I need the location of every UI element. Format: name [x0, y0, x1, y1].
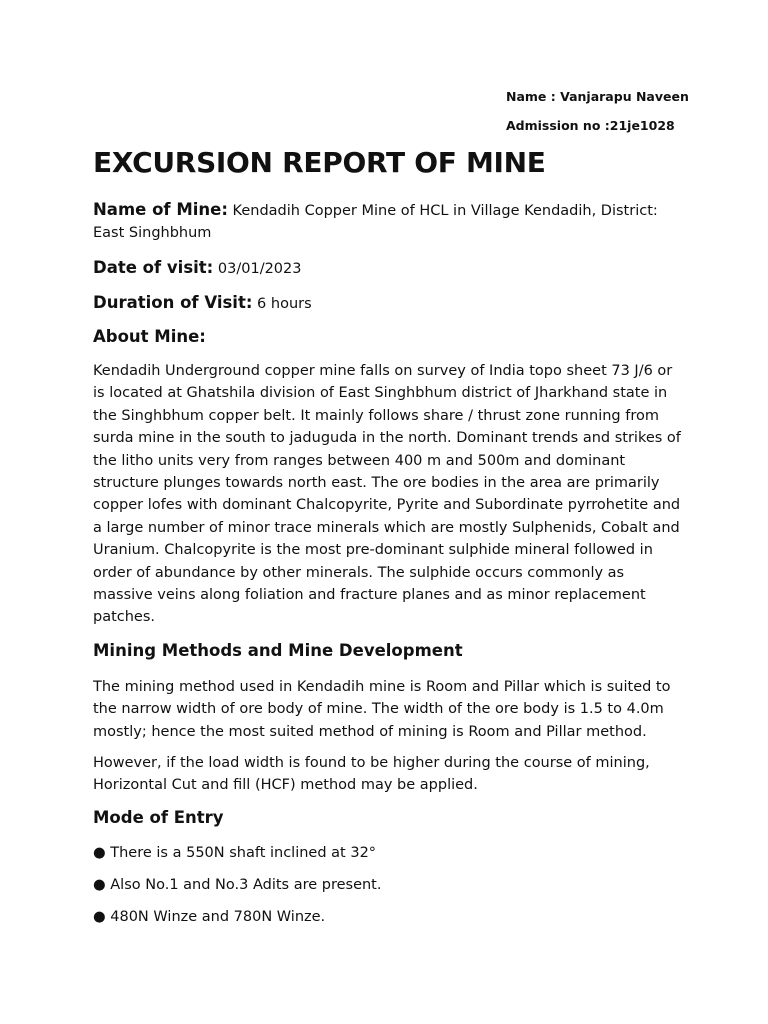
- field-value: 03/01/2023: [213, 261, 302, 277]
- field-name-of-mine: [93, 199, 693, 244]
- list-item: ● Also No.1 and No.3 Adits are present.: [93, 877, 382, 893]
- methods-paragraph-1: The mining method used in Kendadih mine is Room and Pillar which is suited to the narrow width of ore body of mine. The width of the ore body is 1.5 to 4.0m mostly; hence the most suited method of mining is Room and Pillar method.: [93, 679, 671, 740]
- section-heading-methods: Mining Methods and Mine Development: [93, 641, 463, 660]
- field-value: 6 hours: [252, 296, 312, 312]
- field-duration-of-visit: [93, 292, 693, 315]
- field-label: Date of visit:: [93, 258, 214, 277]
- admission-number: Admission no :21je1028: [506, 118, 675, 133]
- field-date-of-visit: [93, 257, 693, 280]
- list-item: ● 480N Winze and 780N Winze.: [93, 909, 326, 925]
- student-name: Name : Vanjarapu Naveen: [506, 89, 689, 104]
- list-item: ● There is a 550N shaft inclined at 32°: [93, 845, 377, 861]
- about-paragraph: Kendadih Underground copper mine falls on survey of India topo sheet 73 J/6 or is located at Ghatshila division of East Singhbhum district of Jharkhand state in the Singhbhum copper belt. It mainly follows share / thrust zone running from surda mine in the south to jaduguda in the north. Dominant trends and strikes of the litho units very from ranges between 400 m and 500m and dominant structure plunges towards north east. The ore bodies in the area are primarily copper lofes with dominant Chalcopyrite, Pyrite and Subordinate pyrrohetite and a large number of minor trace minerals which are mostly Sulphenids, Cobalt and Uranium. Chalcopyrite is the most pre-dominant sulphide mineral followed in order of abundance by other minerals. The sulphide occurs commonly as massive veins along foliation and fracture planes and as minor replacement patches.: [93, 363, 681, 626]
- methods-paragraph-2: However, if the load width is found to be higher during the course of mining, Horizontal Cut and fill (HCF) method may be applied.: [93, 755, 650, 794]
- field-label: Duration of Visit:: [93, 293, 253, 312]
- report-title: EXCURSION REPORT OF MINE: [93, 146, 546, 179]
- section-heading-about: About Mine:: [93, 327, 206, 346]
- field-value: Kendadih Copper Mine of HCL in Village Kendadih, District: East Singhbhum: [93, 203, 658, 241]
- field-label: Name of Mine:: [93, 200, 228, 219]
- section-heading-entry: Mode of Entry: [93, 808, 224, 827]
